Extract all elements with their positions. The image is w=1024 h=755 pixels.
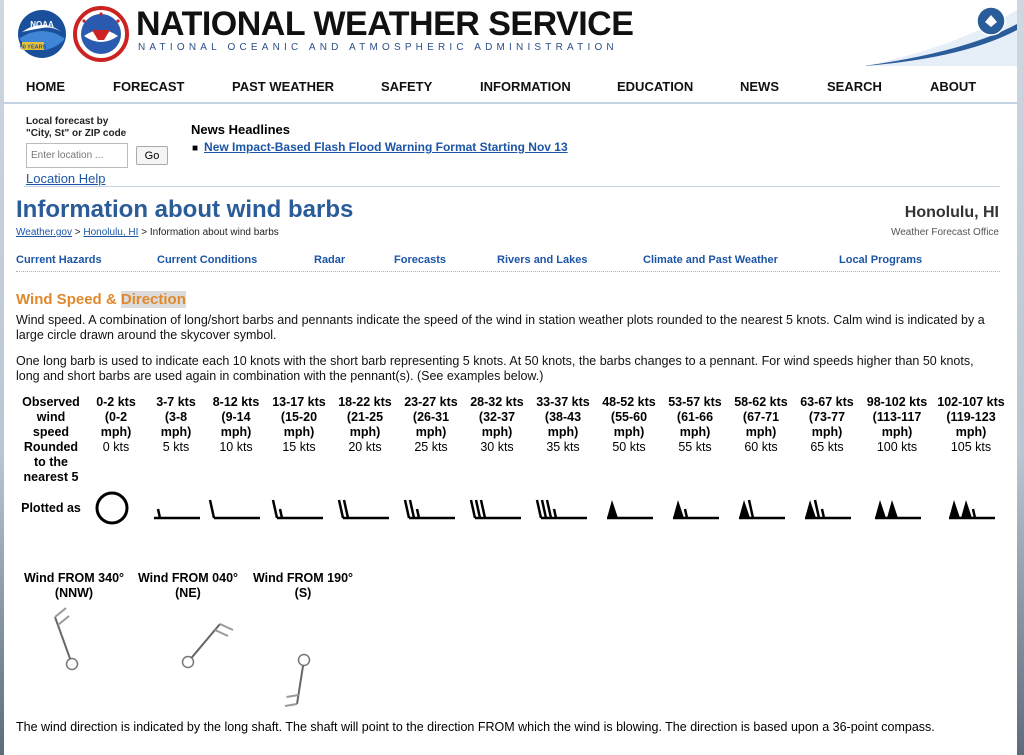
news-link[interactable]: New Impact-Based Flash Flood Warning Format Starting Nov 13 (204, 140, 568, 154)
observed-cell-line: (21-25 (346, 410, 384, 424)
observed-cell (794, 395, 860, 440)
barb-long (815, 500, 819, 518)
rounded-cell: 15 kts (282, 440, 316, 454)
barb-pennant (607, 500, 618, 518)
go-button[interactable]: Go (136, 146, 168, 165)
section-title (16, 291, 186, 308)
office-subnav (16, 246, 1000, 272)
office-subtitle: Weather Forecast Office (890, 227, 999, 238)
barbs-paragraph: One long barb is used to indicate each 10 knots with the short barb representing 5 knots. At 50 knots, the barbs changes to a pennant. For wind speeds higher than 50 knots, long and short barbs are used again in combination with the pennant(s). (See examples below.) (16, 354, 974, 383)
barb-short (822, 509, 824, 518)
barb-long (344, 500, 348, 518)
observed-cell-line: (15-20 (280, 410, 318, 424)
observed-cell-line: 48-52 kts (602, 395, 656, 409)
noaa-logo[interactable] (16, 8, 68, 60)
direction-barb-190 (285, 655, 310, 707)
barb-long (547, 500, 551, 518)
observed-cell-line: mph) (881, 425, 913, 439)
nav-news[interactable]: NEWS (740, 79, 779, 94)
observed-cell (530, 395, 596, 440)
breadcrumb-honolulu[interactable]: Honolulu, HI (83, 227, 139, 238)
bullet-icon: ■ (192, 143, 199, 154)
observed-cell (596, 395, 662, 440)
observed-cell (146, 395, 206, 440)
observed-cell-line: mph) (220, 425, 252, 439)
rounded-cell: 35 kts (546, 440, 580, 454)
noaa-badge-text: 50 YEARS (19, 44, 47, 51)
observed-cell-line: 23-27 kts (404, 395, 458, 409)
rounded-cell: 25 kts (414, 440, 448, 454)
barb-long (410, 500, 414, 518)
rounded-row (16, 440, 1008, 485)
rounded-cell: 5 kts (162, 440, 190, 454)
barb-long (481, 500, 485, 518)
observed-cell-line: 28-32 kts (470, 395, 524, 409)
breadcrumb-separator: > (141, 227, 150, 238)
wind-barb-icon (601, 486, 657, 526)
direction-label-line2: (NE) (175, 586, 201, 600)
observed-cell-line: 63-67 kts (800, 395, 854, 409)
rounded-label: Rounded to the nearest 5 (23, 440, 79, 484)
observed-cell (934, 395, 1008, 440)
subnav-forecasts[interactable]: Forecasts (394, 254, 446, 266)
location-input[interactable] (26, 143, 128, 168)
observed-cell (206, 395, 266, 440)
rounded-cell: 50 kts (612, 440, 646, 454)
nav-safety[interactable]: SAFETY (381, 79, 433, 94)
observed-cell-line: (119-123 (946, 410, 996, 424)
breadcrumb-separator: > (74, 227, 84, 238)
section-title-part-b: Direction (120, 291, 186, 308)
plotted-cell (266, 485, 332, 531)
nav-education[interactable]: EDUCATION (617, 79, 694, 94)
observed-cell-line: 102-107 kts (937, 395, 1005, 409)
observed-cell-line: (113-117 (872, 410, 922, 424)
plotted-cell (206, 485, 266, 531)
observed-cell-line: (0-2 (104, 410, 128, 424)
observed-cell-line: 18-22 kts (338, 395, 392, 409)
plotted-cell (464, 485, 530, 531)
news-item (192, 140, 568, 154)
observed-cell-line: 0-2 kts (96, 395, 136, 409)
observed-cell-line: (73-77 (808, 410, 846, 424)
direction-paragraph: The wind direction is indicated by the long shaft. The shaft will point to the direction FROM which the wind is blowing. The direction is based upon a 36-point compass. (16, 720, 935, 734)
rounded-cell: 55 kts (678, 440, 712, 454)
nav-information[interactable]: INFORMATION (480, 79, 571, 94)
wind-speed-paragraph: Wind speed. A combination of long/short barbs and pennants indicate the speed of the wind in station weather plots rounded to the nearest 5 knots. Calm wind is indicated by a large circle drawn around the skycover symbol. (16, 313, 985, 342)
wind-barb-icon (271, 486, 327, 526)
nav-search[interactable]: SEARCH (827, 79, 882, 94)
plotted-cell (332, 485, 398, 531)
observed-cell-line: (3-8 (164, 410, 188, 424)
plotted-cell (596, 485, 662, 531)
barb-long (273, 500, 277, 518)
rounded-cell: 20 kts (348, 440, 382, 454)
observed-cell-line: mph) (100, 425, 132, 439)
observed-cell (728, 395, 794, 440)
direction-label-line1: Wind FROM 340° (23, 571, 125, 585)
subnav-current-conditions[interactable]: Current Conditions (157, 254, 258, 266)
divider (24, 186, 1000, 187)
nav-about[interactable]: ABOUT (930, 79, 977, 94)
observed-cell-line: mph) (160, 425, 192, 439)
direction-label-line1: Wind FROM 040° (137, 571, 239, 585)
rounded-cell: 30 kts (480, 440, 514, 454)
wind-barb-icon (337, 486, 393, 526)
observed-cell-line: mph) (745, 425, 777, 439)
barb-long (210, 500, 214, 518)
direction-barb-340 (55, 608, 78, 670)
wind-barb-icon (943, 486, 999, 526)
subnav-rivers-lakes[interactable]: Rivers and Lakes (497, 254, 588, 266)
section-title-part-a: Wind Speed & (16, 291, 121, 308)
breadcrumb-weather-gov[interactable]: Weather.gov (16, 227, 72, 238)
page-title: Information about wind barbs (16, 196, 354, 223)
direction-label-340 (18, 571, 130, 601)
location-help-link[interactable]: Location Help (26, 171, 106, 186)
barb-short (417, 509, 419, 518)
observed-cell (266, 395, 332, 440)
observed-cell-line: (38-43 (544, 410, 582, 424)
location-label-line1: Local forecast by (26, 116, 109, 127)
rounded-cell: 105 kts (950, 440, 992, 454)
observed-cell-line: 53-57 kts (668, 395, 722, 409)
site-subtitle: NATIONAL OCEANIC AND ATMOSPHERIC ADMINISTRATION (138, 42, 618, 53)
direction-label-190 (247, 571, 359, 601)
nws-logo[interactable] (72, 6, 130, 62)
subnav-current-hazards[interactable]: Current Hazards (16, 254, 102, 266)
direction-label-line1: Wind FROM 190° (252, 571, 354, 585)
plotted-cell (530, 485, 596, 531)
wind-barb-icon (469, 486, 525, 526)
observed-cell-line: 8-12 kts (212, 395, 260, 409)
barb-short (158, 509, 160, 518)
barb-pennant (673, 500, 684, 518)
observed-cell-line: mph) (613, 425, 645, 439)
observed-cell-line: (55-60 (610, 410, 648, 424)
direction-label-line2: (NNW) (54, 586, 94, 600)
office-name: Honolulu, HI (904, 204, 999, 221)
observed-cell-line: 3-7 kts (156, 395, 196, 409)
breadcrumb-current: Information about wind barbs (149, 227, 279, 238)
observed-cell-line: 33-37 kts (536, 395, 590, 409)
observed-cell (398, 395, 464, 440)
plotted-cell (86, 485, 146, 531)
observed-cell-line: 58-62 kts (734, 395, 788, 409)
main-nav (4, 70, 1017, 104)
barb-short (280, 509, 282, 518)
direction-label-line2: (S) (294, 586, 312, 600)
barb-short (554, 509, 556, 518)
plotted-cell (860, 485, 934, 531)
barb-pennant (887, 500, 898, 518)
observed-cell-line: mph) (349, 425, 381, 439)
plotted-cell (794, 485, 860, 531)
observed-cell (464, 395, 530, 440)
subnav-climate-past-weather[interactable]: Climate and Past Weather (643, 254, 778, 266)
breadcrumb (16, 227, 279, 238)
barb-long (471, 500, 475, 518)
observed-cell-line: mph) (283, 425, 315, 439)
page (4, 0, 1017, 755)
barb-long (339, 500, 343, 518)
calm-circle-icon (88, 486, 144, 526)
wind-barb-table (16, 395, 1008, 531)
barb-long (749, 500, 753, 518)
doc-seal-icon[interactable] (976, 6, 1006, 36)
plotted-cell (662, 485, 728, 531)
subnav-radar[interactable]: Radar (314, 254, 346, 266)
rounded-cell: 65 kts (810, 440, 844, 454)
location-label (26, 116, 156, 140)
rounded-cell: 0 kts (102, 440, 130, 454)
plotted-cell (146, 485, 206, 531)
plotted-row (16, 485, 1008, 531)
nav-forecast[interactable]: FORECAST (113, 79, 185, 94)
barb-pennant (961, 500, 972, 518)
observed-cell-line: mph) (547, 425, 579, 439)
observed-cell-line: (61-66 (676, 410, 714, 424)
plotted-cell (728, 485, 794, 531)
rounded-cell: 60 kts (744, 440, 778, 454)
calm-circle (97, 493, 127, 523)
barb-short (685, 509, 687, 518)
observed-cell-line: 13-17 kts (272, 395, 326, 409)
subnav-local-programs[interactable]: Local Programs (839, 254, 923, 266)
observed-cell-line: mph) (679, 425, 711, 439)
location-label-line2: "City, St" or ZIP code (26, 128, 127, 139)
observed-cell-line: mph) (811, 425, 843, 439)
observed-cell-line: mph) (481, 425, 513, 439)
wind-barb-icon (403, 486, 459, 526)
nav-home[interactable]: HOME (26, 79, 65, 94)
observed-cell-line: (32-37 (478, 410, 516, 424)
plotted-cell (934, 485, 1008, 531)
direction-examples (34, 604, 364, 714)
observed-cell (860, 395, 934, 440)
plotted-cell (398, 485, 464, 531)
observed-cell (86, 395, 146, 440)
observed-cell-line: (26-31 (412, 410, 450, 424)
wind-barb-icon (535, 486, 591, 526)
observed-cell-line: (67-71 (742, 410, 780, 424)
noaa-logo-text: NOAA (30, 20, 54, 29)
observed-cell-line: (9-14 (221, 410, 251, 424)
barb-long (537, 500, 541, 518)
wind-barb-icon (208, 486, 264, 526)
direction-label-040 (132, 571, 244, 601)
observed-cell (332, 395, 398, 440)
barb-long (405, 500, 409, 518)
observed-cell-line: mph) (955, 425, 987, 439)
observed-cell-line: mph) (415, 425, 447, 439)
barb-long (542, 500, 546, 518)
nav-past-weather[interactable]: PAST WEATHER (232, 79, 335, 94)
wind-barb-icon (667, 486, 723, 526)
rounded-cell: 100 kts (876, 440, 918, 454)
observed-row (16, 395, 1008, 440)
plotted-label: Plotted as (21, 500, 81, 515)
observed-label: Observed wind speed (22, 395, 80, 439)
observed-cell-line: 98-102 kts (866, 395, 928, 409)
barb-long (476, 500, 480, 518)
observed-cell (662, 395, 728, 440)
barb-pennant (949, 500, 960, 518)
site-title: NATIONAL WEATHER SERVICE (136, 5, 634, 43)
barb-short (973, 509, 975, 518)
wind-barb-icon (869, 486, 925, 526)
news-headlines-title: News Headlines (191, 122, 290, 137)
wind-barb-icon (799, 486, 855, 526)
rounded-cell: 10 kts (219, 440, 253, 454)
site-header (4, 0, 1017, 66)
barb-pennant (875, 500, 886, 518)
wind-barb-icon (733, 486, 789, 526)
wind-barb-icon (148, 486, 204, 526)
direction-barb-040 (183, 624, 234, 668)
